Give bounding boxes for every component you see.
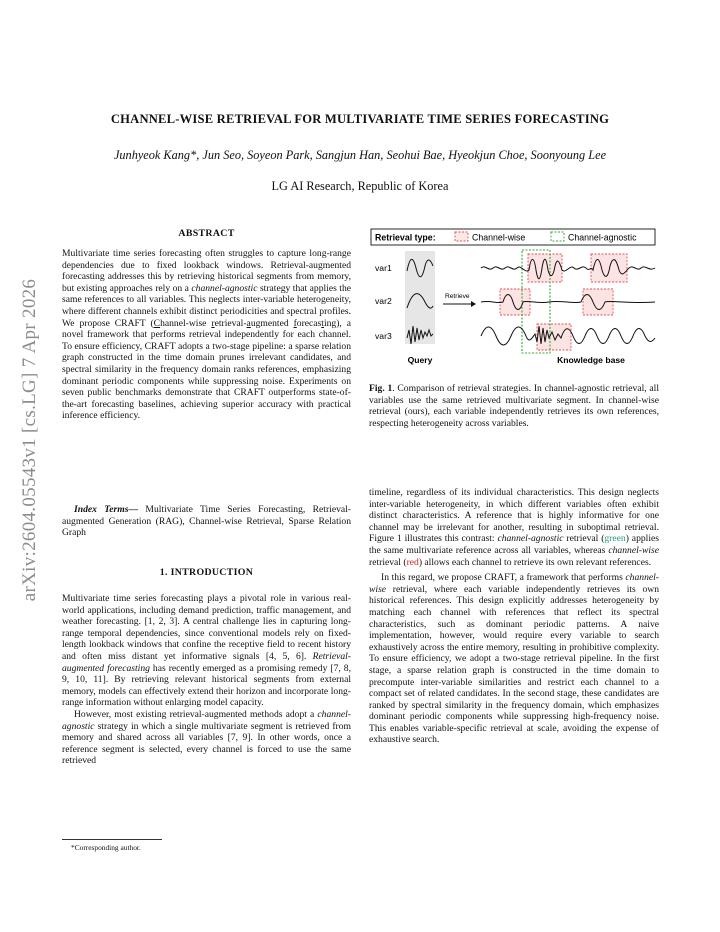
introduction-body: Multivariate time series forecasting plays a pivotal role in various real-world applications, including demand prediction, traffic management, and weather forecasting. [1, 2, 3]. A central challenge lies in capturing long-range temporal dependencies, since conventional models rely on fixed-length lookback windows that confine the receptive field to recent history and often miss distant yet informative signals [4, 5, 6]. Retrieval-augmented forecasting has recently emerged as a promising remedy [7, 8, 9, 10, 11]. By retrieving relevant historical segments from external memory, models can effectively extend their horizon and incorporate long-range information without enlarging model capacity. However, most existing retrieval-augmented methods adopt a channel-agnostic strategy in which a single multivariate segment is retrieved from memory and shared across all variables [7, 9]. In other words, once a reference segment is selected, every channel is forced to use the same retrieved — [62, 593, 351, 767]
query-label: Query — [407, 355, 433, 365]
legend-label: Retrieval type: — [375, 232, 436, 243]
right-column-body: timeline, regardless of its individual characteristics. This design neglects inter-variable heterogeneity, in which different variables often exhibit distinct characteristics. A reference that is highly informative for one channel may be irrelevant for another, resulting in suboptimal retrieval. Figure 1 illustrates this contrast: channel-agnostic retrieval (green) applies the same multivariate reference across all variables, whereas channel-wise retrieval (red) allows each channel to retrieve its own relevant references. In this regard, we propose CRAFT, a framework that performs channel-wise retrieval, where each variable independently retrieves its own historical references. This design explicitly addresses heterogeneity by matching each channel with references that reflect its spectral characteristics, such as dominant periodic patterns. A naive implementation, however, would require every variable to search exhaustively across the entire memory, resulting in prohibitive complexity. To ensure efficiency, we adopt a two-stage retrieval pipeline. In the first stage, a sparse relation graph is constructed in the time domain to precompute inter-variable similarities and restrict each channel to a compact set of related candidates. In the second stage, these candidates are ranked by spectral similarity in the frequency domain, which emphasizes dominant periodic components while suppressing high-frequency noise. This enables variable-specific retrieval at scale, avoiding the expense of exhaustive search. — [369, 487, 659, 746]
retrieval-diagram — [369, 226, 659, 368]
figure-1 — [369, 226, 659, 368]
author-list: Junhyeok Kang*, Jun Seo, Soyeon Park, Sangjun Han, Seohui Bae, Hyeokjun Choe, Soonyoung Lee — [113, 148, 607, 162]
knowledge-base-label: Knowledge base — [557, 355, 625, 365]
legend-channel-wise-swatch — [455, 232, 468, 241]
arxiv-identifier: arXiv:2604.05543v1 [cs.LG] 7 Apr 2026 — [19, 278, 40, 602]
var1-label: var1 — [375, 263, 392, 273]
var1-channel-wise-box-a — [528, 254, 562, 282]
introduction-heading: 1. INTRODUCTION — [159, 567, 254, 578]
legend-channel-wise: Channel-wise — [472, 232, 526, 243]
paper-title: CHANNEL-WISE RETRIEVAL FOR MULTIVARIATE TIME SERIES FORECASTING — [110, 112, 610, 126]
var2-label: var2 — [375, 296, 392, 306]
footnote: *Corresponding author. — [71, 843, 141, 852]
abstract-heading: ABSTRACT — [178, 228, 235, 239]
legend-channel-agnostic-swatch — [551, 232, 564, 241]
footnote-rule — [62, 839, 162, 840]
legend-channel-agnostic: Channel-agnostic — [568, 232, 637, 243]
figure-caption: Fig. 1. Comparison of retrieval strategies. In channel-agnostic retrieval, all variables use the same retrieved multivariate segment. In channel-wise retrieval (ours), each variable independently retrieves its own references, respecting heterogeneity across variables. — [369, 383, 659, 429]
var3-label: var3 — [375, 331, 392, 341]
abstract-body: Multivariate time series forecasting often struggles to capture long-range dependencies due to fixed lookback windows. Retrieval-augmented forecasting addresses this by retrieving historical segments from memory, but existing approaches rely on a channel-agnostic strategy that applies the same references to all variables. This neglects inter-variable heterogeneity, where different channels exhibit distinct periodicities and spectral profiles. We propose CRAFT (Channel-wise retrieval-augmented forecasting), a novel framework that performs retrieval independently for each channel. To ensure efficiency, CRAFT adopts a two-stage pipeline: a sparse relation graph constructed in the time domain prunes irrelevant candidates, and spectral similarity in the frequency domain ranks references, emphasizing dominant periodic components while suppressing noise. Experiments on seven public benchmarks demonstrate that CRAFT outperforms state-of-the-art forecasting baselines, achieving superior accuracy with practical inference efficiency. — [62, 248, 352, 422]
affiliation: LG AI Research, Republic of Korea — [271, 179, 449, 193]
kb-var1-signal — [481, 259, 655, 279]
arxiv-sidebar — [8, 180, 52, 700]
var1-channel-wise-box-b — [591, 254, 627, 282]
retrieve-arrow-head — [471, 301, 476, 307]
index-terms: Index Terms— Multivariate Time Series Forecasting, Retrieval-augmented Generation (RAG), Channel-wise Retrieval, Sparse Relation Graph — [62, 504, 351, 539]
retrieve-label: Retrieve — [445, 293, 470, 300]
